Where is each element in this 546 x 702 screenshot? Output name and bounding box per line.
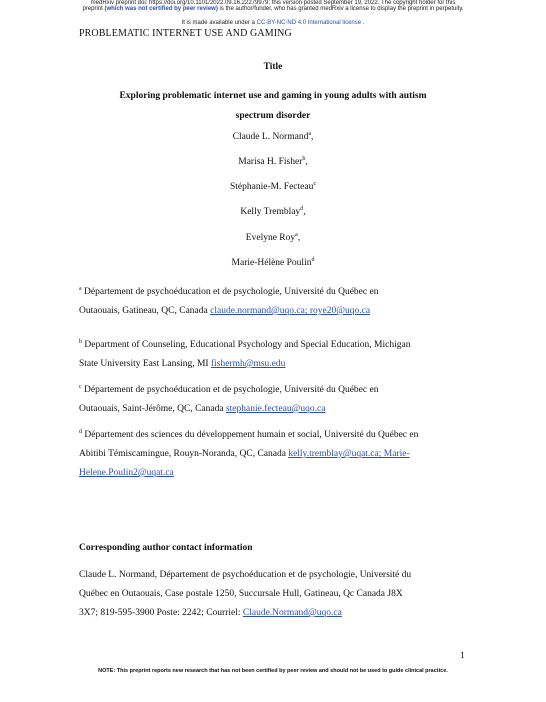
contact-heading: Corresponding author contact information <box>79 543 253 553</box>
paper-title <box>0 86 546 126</box>
author-3: Stéphanie-M. Fecteau$^c$ <box>229 180 317 192</box>
author-5: Evelyne Roy$^a$, <box>245 231 301 243</box>
preprint-doi-line: medRxiv preprint doi: https://doi.org/10.1101/2022.09.16.22279979; this version posted September 19, 2022. The copyright holder for this <box>90 0 456 6</box>
email-link[interactable]: fishermh@msu.edu <box>210 359 286 369</box>
email-link[interactable]: stephanie.fecteau@uqo.ca <box>225 404 326 414</box>
paper-title-line2: spectrum disorder <box>235 111 311 121</box>
license-period: . <box>362 20 365 26</box>
email-link[interactable]: claude.normand@uqo.ca; roye20@uqo.ca <box>210 306 371 316</box>
license-grant-text: is the author/funder, who has granted medRxiv a license to display the preprint in perpetuity. <box>219 6 464 12</box>
email-link-continued[interactable]: Helene.Poulin2@uqat.ca <box>79 468 174 478</box>
preprint-license-line <box>0 6 546 13</box>
author-6: Marie-Hélène Poulin$^d$ <box>231 256 315 268</box>
affiliation-a: $^a$ Département de psychoéducation et de psychologie, Université du Québec en Outaouais, Gatineau, QC, Canada claude.normand@uqo.ca; roye20@uqo.ca <box>79 285 379 316</box>
affiliation-marker: c <box>79 383 82 390</box>
author-1: Claude L. Normand$^a$, <box>232 130 314 142</box>
affiliation-marker: d <box>79 428 82 435</box>
affiliation-b: $^b$ Department of Counseling, Educational Psychology and Special Education, Michigan State University East Lansing, MI fishermh@msu.edu <box>79 338 411 369</box>
paper-title-line1: Exploring problematic internet use and gaming in young adults with autism <box>119 91 427 101</box>
author-2: Marisa H. Fisher$^b$, <box>238 155 308 167</box>
affiliation-d: $^d$ Département des sciences du développement humain et social, Université du Québec en Abitibi Témiscamingue, Rouyn-Noranda, QC, Canada kelly.tremblay@uqat.ca; Marie- Helene.Poulin2@uqat.ca <box>79 428 419 478</box>
running-head: PROBLEMATIC INTERNET USE AND GAMING <box>79 28 292 39</box>
page-number: 1 <box>460 651 465 661</box>
affiliation-c: $^c$ Département de psychoéducation et de psychologie, Université du Québec en Outaouais, Saint-Jérôme, QC, Canada stephanie.fecteau@uqo.ca <box>79 383 379 414</box>
affiliation-marker: b <box>79 338 82 345</box>
author-4: Kelly Tremblay$^d$, <box>240 205 306 217</box>
contact-info: Claude L. Normand, Département de psychoéducation et de psychologie, Université du Québec en Outaouais, Case postale 1250, Succursale Hull, Gatineau, Qc Canada J8X 3X7; 819-595-3900 Poste: 2242; Courriel: Claude.Normand@uqo.ca <box>79 570 412 618</box>
title-label: Title <box>263 62 283 72</box>
license-link[interactable]: CC-BY-NC-ND 4.0 International license <box>256 20 362 26</box>
preprint-word: preprint <box>82 6 103 12</box>
affiliation-marker: a <box>79 285 82 292</box>
license-availability-line <box>0 20 546 27</box>
email-link[interactable]: kelly.tremblay@uqat.ca; Marie- <box>288 449 410 459</box>
not-certified-note: (which was not certified by peer review) <box>104 6 218 12</box>
preprint-footer-note: NOTE: This preprint reports new research that has not been certified by peer review and should not be used to guide clinical practice. <box>98 668 448 674</box>
available-under-text: It is made available under a <box>181 20 255 26</box>
contact-email-link[interactable]: Claude.Normand@uqo.ca <box>242 608 342 618</box>
